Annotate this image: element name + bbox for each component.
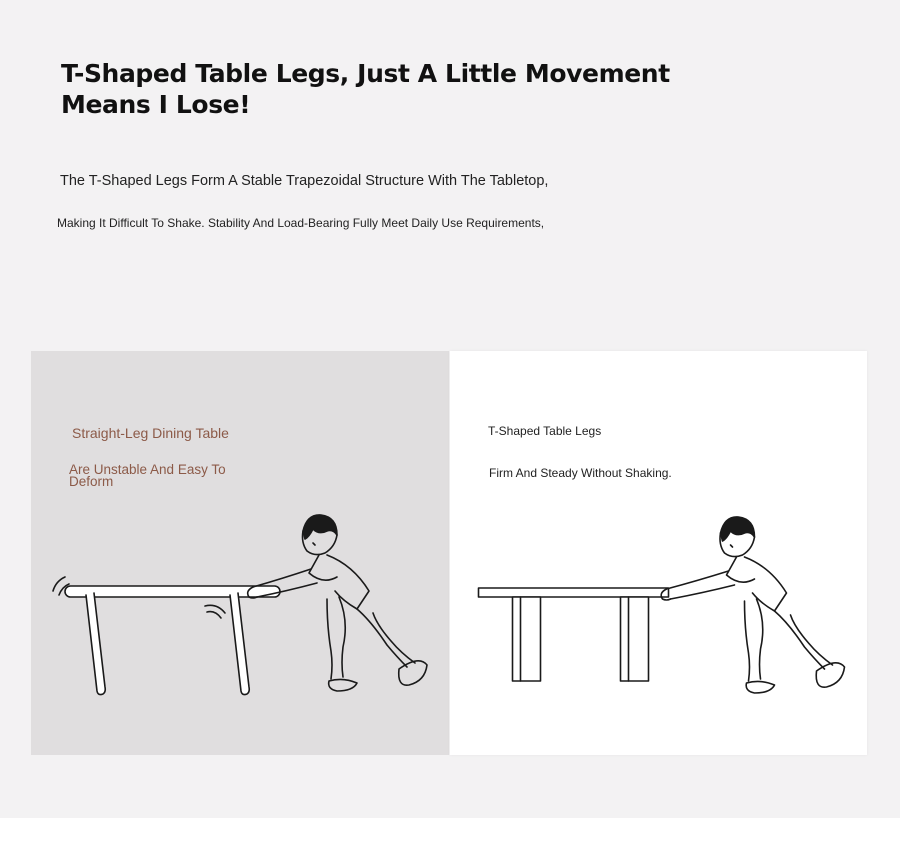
straight-leg-2 bbox=[230, 593, 249, 695]
subtitle-line-1: The T-Shaped Legs Form A Stable Trapezoidal Structure With The Tabletop, bbox=[60, 173, 549, 189]
straight-leg-1 bbox=[86, 593, 105, 695]
page-title: T-Shaped Table Legs, Just A Little Movement Means I Lose! bbox=[61, 59, 670, 119]
person-pushing-right bbox=[661, 517, 844, 693]
t-shaped-description: Firm And Steady Without Shaking. bbox=[489, 466, 672, 480]
t-leg-2 bbox=[621, 597, 649, 681]
straight-leg-illustration bbox=[31, 351, 449, 755]
t-shaped-title: T-Shaped Table Legs bbox=[488, 424, 602, 438]
t-tabletop bbox=[479, 588, 669, 597]
straight-leg-description: Are Unstable And Easy To Deform bbox=[69, 462, 226, 489]
t-leg-1 bbox=[513, 597, 541, 681]
t-shaped-illustration bbox=[450, 351, 868, 755]
straight-leg-panel bbox=[31, 351, 449, 755]
person-pushing-left bbox=[248, 515, 427, 691]
t-shaped-panel bbox=[450, 351, 867, 755]
straight-leg-title: Straight-Leg Dining Table bbox=[72, 425, 229, 441]
subtitle-line-2: Making It Difficult To Shake. Stability And Load-Bearing Fully Meet Daily Use Requirements, bbox=[57, 216, 545, 230]
